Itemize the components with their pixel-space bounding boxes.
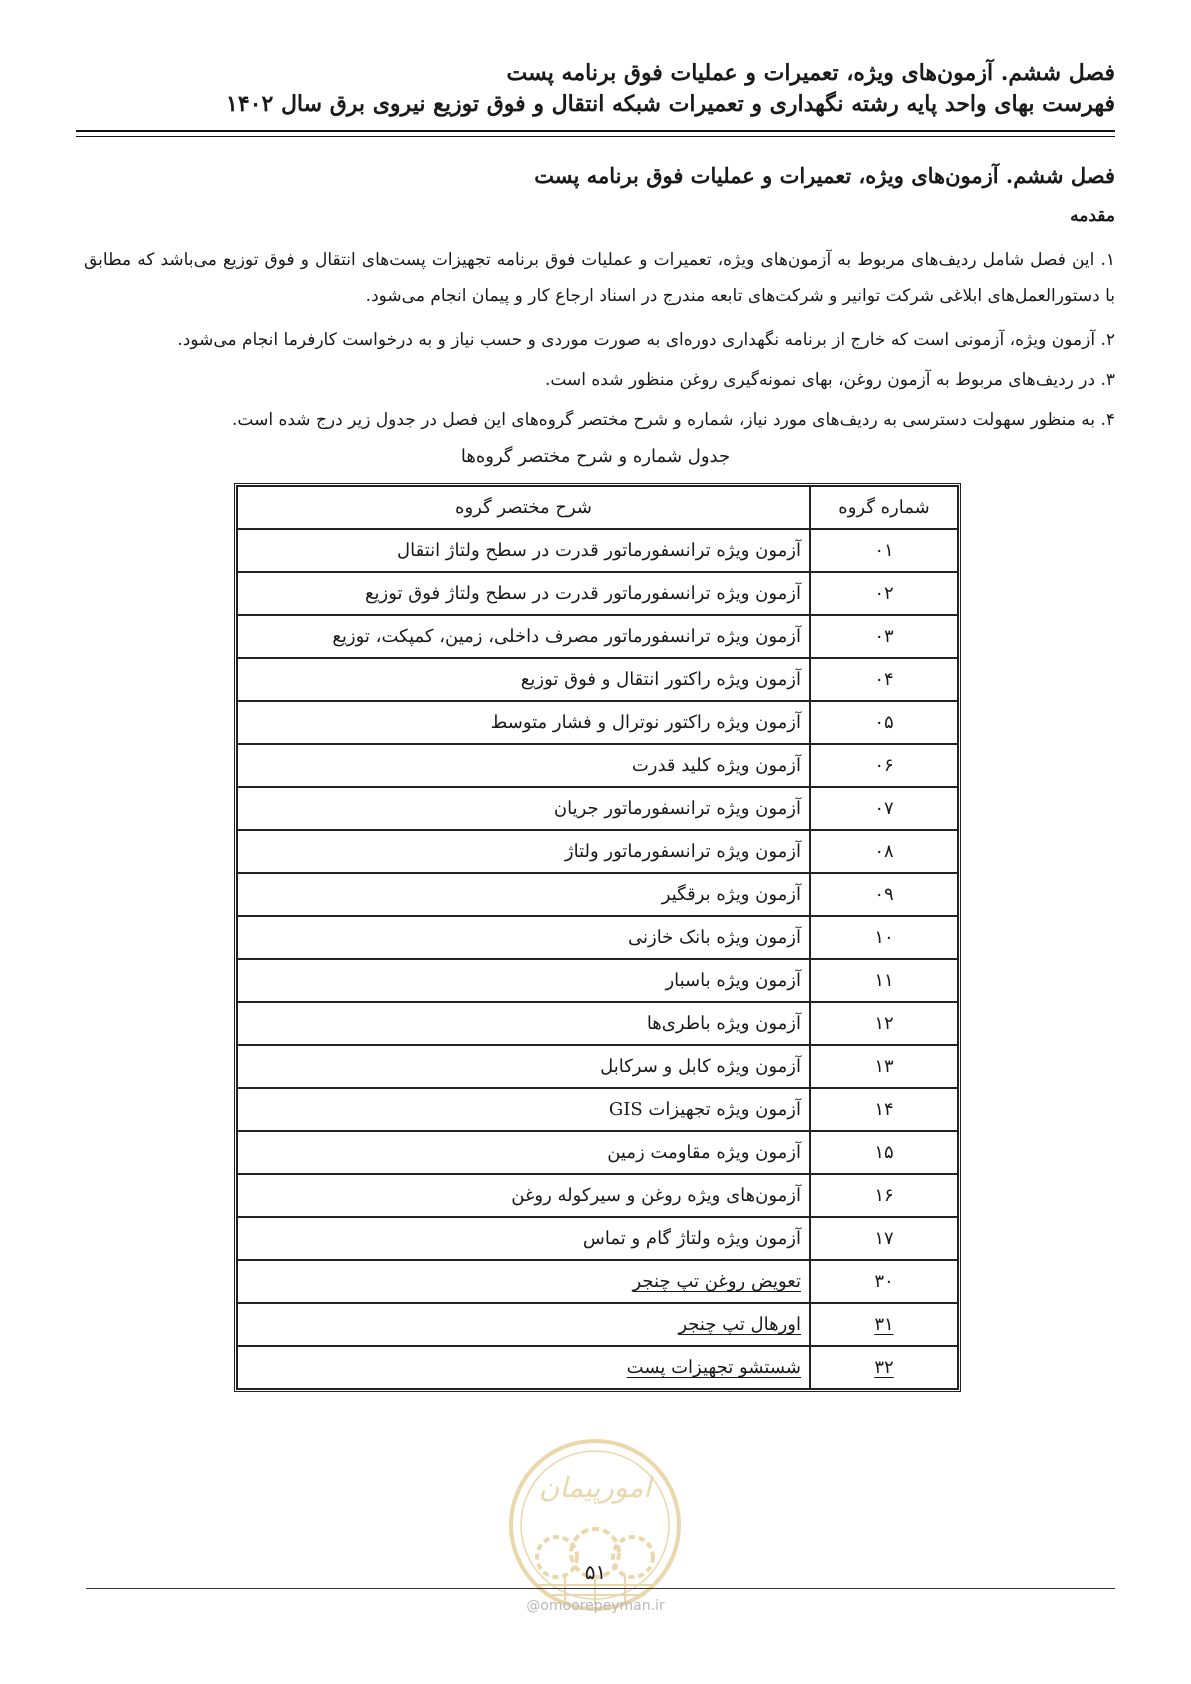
group-number: ۰۸ bbox=[810, 830, 958, 873]
table-row bbox=[237, 1002, 958, 1045]
table-row bbox=[237, 1174, 958, 1217]
group-description: آزمون ویژه راکتور انتقال و فوق توزیع bbox=[237, 658, 810, 701]
group-number: ۰۵ bbox=[810, 701, 958, 744]
table-row bbox=[237, 1260, 958, 1303]
paragraph-4: ۴. به منظور سهولت دسترسی به ردیف‌های مورد نیاز، شماره و شرح مختصر گروه‌های این فصل در جدول زیر درج شده است. bbox=[232, 410, 1115, 430]
page-number: ۵۱ bbox=[584, 1560, 607, 1584]
header-rule-thick bbox=[76, 130, 1115, 132]
header-chapter-title: فصل ششم. آزمون‌های ویژه، تعمیرات و عملیات فوق برنامه پست bbox=[506, 60, 1115, 86]
group-description: تعویض روغن تپ چنجر bbox=[632, 1271, 801, 1292]
group-description: آزمون ویژه ولتاژ گام و تماس bbox=[237, 1217, 810, 1260]
paragraph-2: ۲. آزمون ویژه، آزمونی است که خارج از برنامه نگهداری دوره‌ای به صورت موردی و حسب نیاز و به درخواست کارفرما انجام می‌شود. bbox=[177, 330, 1115, 350]
group-description: آزمون ویژه ترانسفورماتور ولتاژ bbox=[237, 830, 810, 873]
paragraph-1: ۱. این فصل شامل ردیف‌های مربوط به آزمون‌های ویژه، تعمیرات و عملیات فوق برنامه تجهیزات پست‌های انتقال و فوق توزیع می‌باشد که مطابق با دستورالعمل‌های ابلاغی شرکت توانیر و شرکت‌های تابعه مندرج در اسناد ارجاع کار و پیمان انجام می‌شود. bbox=[84, 250, 1115, 306]
table-row bbox=[237, 1346, 958, 1389]
group-number: ۰۶ bbox=[810, 744, 958, 787]
header-group-description: شرح مختصر گروه bbox=[237, 486, 810, 529]
group-number: ۱۷ bbox=[810, 1217, 958, 1260]
group-description: آزمون ویژه باسبار bbox=[237, 959, 810, 1002]
table-row bbox=[237, 873, 958, 916]
group-number: ۳۱ bbox=[874, 1314, 894, 1335]
group-description: آزمون ویژه ترانسفورماتور قدرت در سطح ولتاژ انتقال bbox=[237, 529, 810, 572]
table-row bbox=[237, 658, 958, 701]
table-row bbox=[237, 1217, 958, 1260]
group-description: اورهال تپ چنجر bbox=[678, 1314, 801, 1335]
header-document-title: فهرست بهای واحد پایه رشته نگهداری و تعمیرات شبکه انتقال و فوق توزیع نیروی برق سال ۱۴۰۲ bbox=[226, 91, 1115, 117]
page-header bbox=[76, 58, 1115, 120]
table-row bbox=[237, 830, 958, 873]
table-row bbox=[237, 1303, 958, 1346]
group-number: ۰۳ bbox=[810, 615, 958, 658]
table-row bbox=[237, 1045, 958, 1088]
group-number: ۰۷ bbox=[810, 787, 958, 830]
group-description: آزمون ویژه تجهیزات GIS bbox=[237, 1088, 810, 1131]
footer-rule bbox=[86, 1588, 1115, 1589]
group-description: آزمون ویژه بانک خازنی bbox=[237, 916, 810, 959]
section-title: فصل ششم. آزمون‌های ویژه، تعمیرات و عملیات فوق برنامه پست bbox=[534, 163, 1115, 188]
group-description: آزمون ویژه کلید قدرت bbox=[237, 744, 810, 787]
table-row bbox=[237, 1088, 958, 1131]
header-group-number: شماره گروه bbox=[810, 486, 958, 529]
group-number: ۰۴ bbox=[810, 658, 958, 701]
group-table bbox=[234, 483, 961, 1392]
table-row bbox=[237, 701, 958, 744]
group-number: ۱۵ bbox=[810, 1131, 958, 1174]
table-row bbox=[237, 529, 958, 572]
group-number: ۳۲ bbox=[874, 1357, 894, 1378]
group-number: ۳۰ bbox=[810, 1260, 958, 1303]
table-row bbox=[237, 744, 958, 787]
table-row bbox=[237, 572, 958, 615]
group-description: آزمون ویژه کابل و سرکابل bbox=[237, 1045, 810, 1088]
group-number: ۱۰ bbox=[810, 916, 958, 959]
table-header-row bbox=[237, 486, 958, 529]
group-description: آزمون ویژه ترانسفورماتور مصرف داخلی، زمین، کمپکت، توزیع bbox=[237, 615, 810, 658]
table-row bbox=[237, 916, 958, 959]
table-row bbox=[237, 959, 958, 1002]
group-description: آزمون ویژه مقاومت زمین bbox=[237, 1131, 810, 1174]
group-number: ۰۹ bbox=[810, 873, 958, 916]
group-number: ۱۱ bbox=[810, 959, 958, 1002]
group-number: ۰۱ bbox=[810, 529, 958, 572]
group-number: ۱۳ bbox=[810, 1045, 958, 1088]
group-number: ۱۶ bbox=[810, 1174, 958, 1217]
group-description: آزمون ویژه راکتور نوترال و فشار متوسط bbox=[237, 701, 810, 744]
group-description: شستشو تجهیزات پست bbox=[626, 1357, 801, 1378]
table-row bbox=[237, 1131, 958, 1174]
table-caption: جدول شماره و شرح مختصر گروه‌ها bbox=[460, 446, 731, 467]
group-description: آزمون‌های ویژه روغن و سیرکوله روغن bbox=[237, 1174, 810, 1217]
footer-url: @omoorepeyman.ir bbox=[526, 1598, 665, 1614]
group-description: آزمون ویژه ترانسفورماتور جریان bbox=[237, 787, 810, 830]
paragraph-3: ۳. در ردیف‌های مربوط به آزمون روغن، بهای نمونه‌گیری روغن منظور شده است. bbox=[544, 370, 1115, 390]
table-row bbox=[237, 787, 958, 830]
group-number: ۰۲ bbox=[810, 572, 958, 615]
group-description: آزمون ویژه ترانسفورماتور قدرت در سطح ولتاژ فوق توزیع bbox=[237, 572, 810, 615]
table-row bbox=[237, 615, 958, 658]
seal-text: امورپیمان bbox=[538, 1471, 652, 1504]
header-rule-thin bbox=[76, 136, 1115, 137]
group-description: آزمون ویژه برقگیر bbox=[237, 873, 810, 916]
intro-heading: مقدمه bbox=[1070, 206, 1115, 226]
group-description: آزمون ویژه باطری‌ها bbox=[237, 1002, 810, 1045]
group-number: ۱۴ bbox=[810, 1088, 958, 1131]
group-number: ۱۲ bbox=[810, 1002, 958, 1045]
